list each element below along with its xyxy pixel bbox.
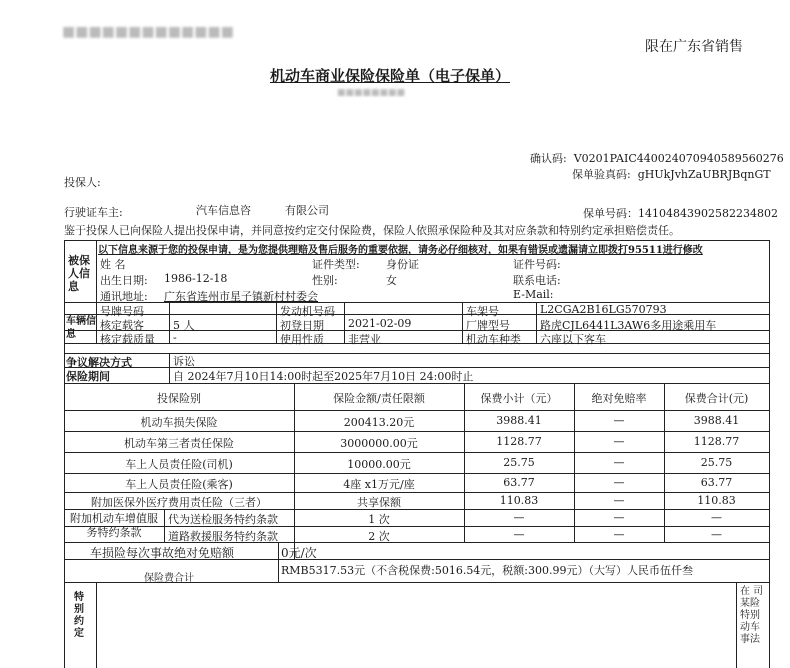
- dispute-label: 争议解决方式: [66, 356, 132, 369]
- vehicle-type-label: 机动车种类: [466, 333, 521, 346]
- coverage-row-premium: 110.83: [499, 494, 539, 507]
- coverage-row-premium: 1128.77: [496, 435, 542, 448]
- address-label: 通讯地址:: [100, 290, 148, 303]
- coverage-header-premium: 保费小计（元）: [480, 392, 558, 405]
- coverage-row-name: 附加医保外医疗费用责任险（三者）: [91, 496, 267, 509]
- coverage-header-deductible: 绝对免赔率: [591, 392, 647, 405]
- special-agreement-right-text: 在 司 某险 特别 动车 事法: [740, 586, 764, 645]
- period-value: 自 2024年7月10日14:00时起至2025年7月10日 24:00时止: [173, 370, 474, 383]
- load-label: 核定载质量: [100, 333, 155, 346]
- birth-value: 1986-12-18: [164, 272, 228, 285]
- dispute-value: 诉讼: [173, 355, 195, 368]
- coverage-row-total: 1128.77: [693, 435, 740, 448]
- coverage-row-name: 机动车第三者责任保险: [124, 437, 234, 450]
- addon-row-deductible: —: [613, 528, 625, 541]
- blurred-subtitle: ■■■■■■■■: [337, 88, 406, 98]
- coverage-row-premium: 63.77: [503, 476, 535, 489]
- coverage-header-type: 投保险别: [157, 392, 201, 405]
- coverage-row-amount: 3000000.00元: [340, 437, 418, 450]
- reg-date-label: 初登日期: [280, 319, 324, 332]
- period-label: 保险期间: [66, 370, 110, 383]
- coverage-row-name: 车上人员责任险(乘客): [125, 478, 233, 491]
- policy-title: 机动车商业保险保险单（电子保单）: [270, 67, 511, 85]
- capacity-label: 核定载客: [100, 319, 144, 332]
- applicant-label: 投保人:: [64, 176, 101, 189]
- coverage-row-deductible: —: [613, 414, 625, 427]
- region-notice: 限在广东省销售: [645, 39, 743, 55]
- coverage-row-deductible: —: [613, 494, 625, 507]
- vin-value: L2CGA2B16LG570793: [540, 303, 667, 316]
- verify-code: gHUkJvhZaUBRJBqnGT: [637, 168, 771, 181]
- vin-label: 车架号: [466, 305, 499, 318]
- vehicle-section-label: 车辆信息: [66, 316, 96, 340]
- coverage-row-total: 63.77: [700, 476, 733, 489]
- model-value: 路虎CJL6441L3AW6多用途乘用车: [540, 319, 717, 332]
- blurred-company-header: ■■■■■■■■■■■■■: [62, 24, 234, 40]
- deductible-amount-label: 车损险每次事故绝对免赔额: [90, 546, 235, 560]
- coverage-row-deductible: —: [613, 456, 625, 469]
- addon-row-premium: —: [513, 528, 525, 541]
- addon-row-total: —: [711, 511, 722, 524]
- coverage-row-amount: 10000.00元: [347, 458, 411, 471]
- confirm-code: V0201PAIC440024070940589560276: [573, 152, 784, 165]
- birth-label: 出生日期:: [100, 274, 148, 287]
- usage-value: 非营业: [348, 333, 381, 346]
- id-type-label: 证件类型:: [312, 258, 360, 271]
- licensee-partial-1: 汽车信息咨: [196, 204, 251, 217]
- coverage-row-amount: 共享保额: [357, 496, 401, 509]
- engine-label: 发动机号码: [280, 305, 335, 318]
- insured-notice: 以下信息来源于您的投保申请，是为您提供理赔及售后服务的重要依据，请务必仔细核对，如果有错误或遗漏请立即拨打95511进行修改: [98, 245, 703, 256]
- policy-statement: 鉴于投保人已向保险人提出投保申请，并同意按约定交付保险费，保险人依照承保险种及其对应条款和特别约定承担赔偿责任。: [64, 224, 680, 237]
- addon-row-name: 道路救援服务特约条款: [168, 530, 278, 543]
- verify-code-row: 保单验真码: gHUkJvhZaUBRJBqnGT: [572, 168, 771, 181]
- coverage-header-amount: 保险金额/责任限额: [333, 392, 425, 405]
- coverage-row-deductible: —: [613, 435, 625, 448]
- coverage-row-name: 机动车损失保险: [140, 416, 218, 429]
- licensee-label: 行驶证车主:: [64, 206, 123, 219]
- addon-row-total: —: [711, 528, 722, 541]
- addon-row-premium: —: [513, 511, 525, 524]
- addon-row-deductible: —: [613, 511, 625, 524]
- phone-label: 联系电话:: [513, 274, 561, 287]
- coverage-row-premium: 25.75: [503, 456, 535, 469]
- reg-date-value: 2021-02-09: [348, 317, 412, 330]
- addon-group-label: 附加机动车增值服务特约条款: [70, 512, 158, 539]
- coverage-header-total: 保费合计(元): [684, 392, 749, 405]
- coverage-row-name: 车上人员责任险(司机): [125, 458, 233, 471]
- policy-number: 14104843902582234802: [638, 207, 778, 220]
- vehicle-type-value: 六座以下客车: [540, 333, 606, 346]
- coverage-row-amount: 200413.20元: [343, 416, 415, 429]
- addon-row-amount: 1 次: [368, 513, 390, 526]
- insured-name-label: 姓 名: [100, 258, 126, 271]
- gender-label: 性别:: [312, 274, 338, 287]
- capacity-value: 5 人: [173, 319, 195, 332]
- policy-table: [64, 240, 770, 668]
- confirm-code-row: 确认码: V0201PAIC440024070940589560276: [530, 152, 784, 165]
- premium-total-label: 保险费合计: [144, 573, 194, 584]
- coverage-row-deductible: —: [613, 476, 625, 489]
- coverage-row-total: 25.75: [700, 456, 733, 469]
- plate-label: 号牌号码: [100, 305, 144, 318]
- insured-section-label: 被保人信息: [68, 254, 90, 293]
- policy-number-row: 保单号码：14104843902582234802: [583, 207, 778, 220]
- coverage-row-total: 110.83: [697, 494, 736, 507]
- email-label: E-Mail:: [513, 288, 554, 301]
- coverage-row-total: 3988.41: [693, 414, 740, 427]
- addon-row-name: 代为送检服务特约条款: [168, 513, 278, 526]
- special-agreement-label: 特别约定: [74, 592, 84, 639]
- address-value: 广东省连州市星子镇新村村委会: [164, 290, 318, 303]
- gender-value: 女: [386, 274, 397, 287]
- deductible-amount-value: 0元/次: [281, 546, 317, 560]
- premium-total-value: RMB5317.53元（不含税保费:5016.54元，税额:300.99元）（大写）人民币伍仟叁: [281, 564, 694, 577]
- usage-label: 使用性质: [280, 333, 324, 346]
- load-value: -: [173, 331, 177, 344]
- id-number-label: 证件号码:: [513, 258, 561, 271]
- model-label: 厂牌型号: [466, 319, 510, 332]
- id-type-value: 身份证: [386, 258, 419, 271]
- addon-row-amount: 2 次: [368, 530, 390, 543]
- coverage-row-amount: 4座 x1万元/座: [343, 478, 415, 491]
- licensee-partial-2: 有限公司: [285, 204, 329, 217]
- coverage-row-premium: 3988.41: [496, 414, 542, 427]
